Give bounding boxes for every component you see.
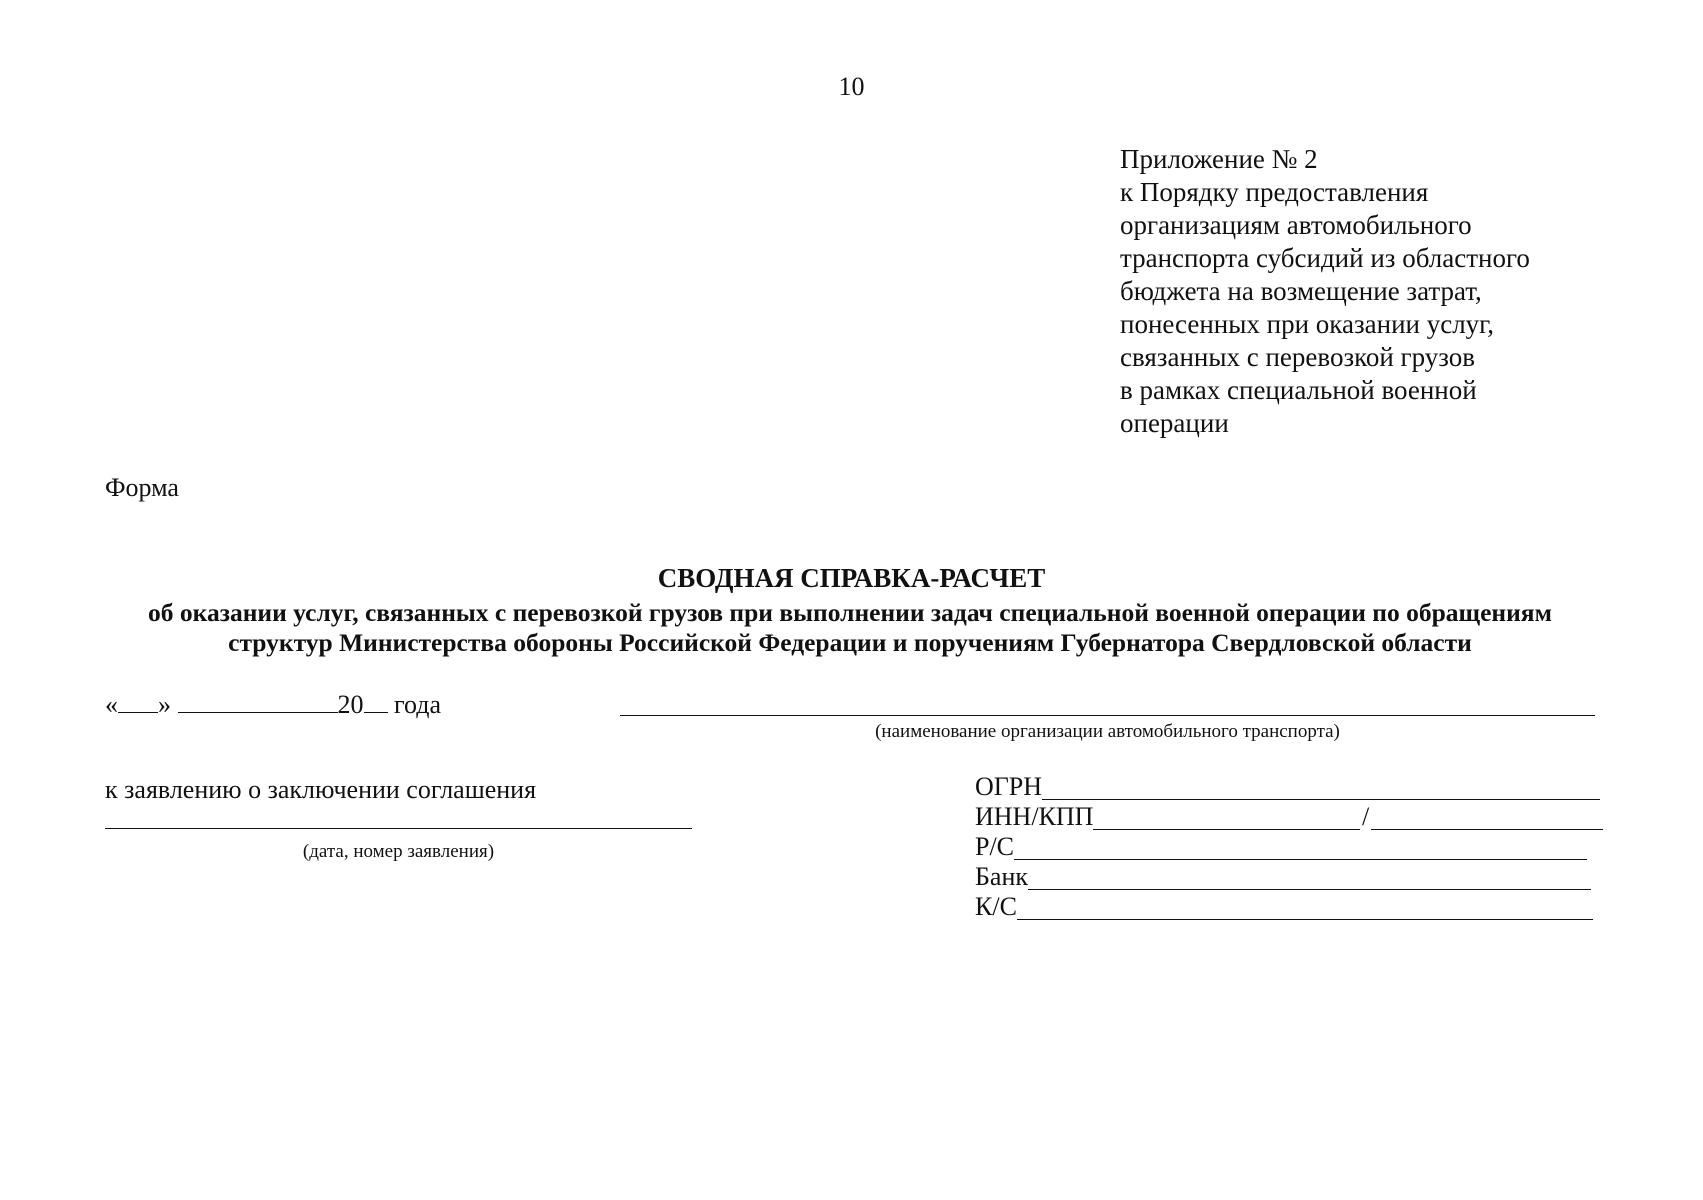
appendix-line: бюджета на возмещение затрат,	[1120, 276, 1482, 306]
statement-caption: (дата, номер заявления)	[302, 841, 495, 862]
year-prefix: 20	[337, 690, 364, 719]
appendix-note	[1120, 143, 1530, 440]
day-blank[interactable]	[118, 690, 158, 713]
ogrn-label: ОГРН	[975, 772, 1043, 801]
rs-row	[975, 832, 1587, 862]
ks-blank[interactable]	[1017, 895, 1593, 920]
date-field[interactable]	[105, 690, 441, 720]
document-title: СВОДНАЯ СПРАВКА-РАСЧЕТ	[657, 563, 1046, 593]
appendix-line: операции	[1120, 408, 1229, 438]
ogrn-row	[975, 772, 1600, 802]
month-blank[interactable]	[178, 690, 338, 713]
appendix-line: в рамках специальной военной	[1120, 375, 1477, 405]
appendix-line: к Порядку предоставления	[1120, 177, 1429, 207]
appendix-line: понесенных при оказании услуг,	[1120, 309, 1494, 339]
statement-blank[interactable]	[105, 828, 692, 829]
inn-kpp-label: ИНН/КПП	[975, 802, 1094, 831]
appendix-line: связанных с перевозкой грузов	[1120, 342, 1476, 372]
date-open-quote: «	[105, 690, 118, 719]
year-blank[interactable]	[364, 690, 388, 713]
appendix-line: организациям автомобильного	[1120, 210, 1472, 240]
rs-label: Р/С	[975, 832, 1015, 861]
subtitle-line-1: об оказании услуг, связанных с перевозкой грузов при выполнении задач специальной военной операции по обращениям	[148, 598, 1552, 627]
statement-label: к заявлению о заключении соглашения	[105, 775, 537, 804]
kpp-blank[interactable]	[1371, 805, 1603, 830]
ks-row	[975, 892, 1593, 922]
rs-blank[interactable]	[1014, 835, 1587, 860]
inn-kpp-row	[975, 802, 1603, 832]
appendix-line: транспорта субсидий из областного	[1120, 243, 1530, 273]
appendix-line: Приложение № 2	[1120, 144, 1318, 174]
year-suffix: года	[394, 690, 442, 719]
form-label: Форма	[105, 473, 179, 502]
ogrn-blank[interactable]	[1042, 775, 1600, 800]
document-subtitle	[60, 598, 1640, 658]
bank-label: Банк	[975, 862, 1029, 891]
inn-blank[interactable]	[1093, 805, 1360, 830]
subtitle-line-2: структур Министерства обороны Российской Федерации и поручениям Губернатора Свердловской области	[228, 628, 1472, 657]
bank-blank[interactable]	[1028, 865, 1591, 890]
bank-row	[975, 862, 1591, 892]
inn-kpp-slash: /	[1362, 802, 1370, 831]
organization-caption: (наименование организации автомобильного транспорта)	[875, 721, 1340, 742]
organization-name-blank[interactable]	[620, 715, 1595, 716]
ks-label: К/С	[975, 892, 1017, 921]
date-close-quote: »	[158, 690, 171, 719]
page-number: 10	[838, 72, 865, 101]
